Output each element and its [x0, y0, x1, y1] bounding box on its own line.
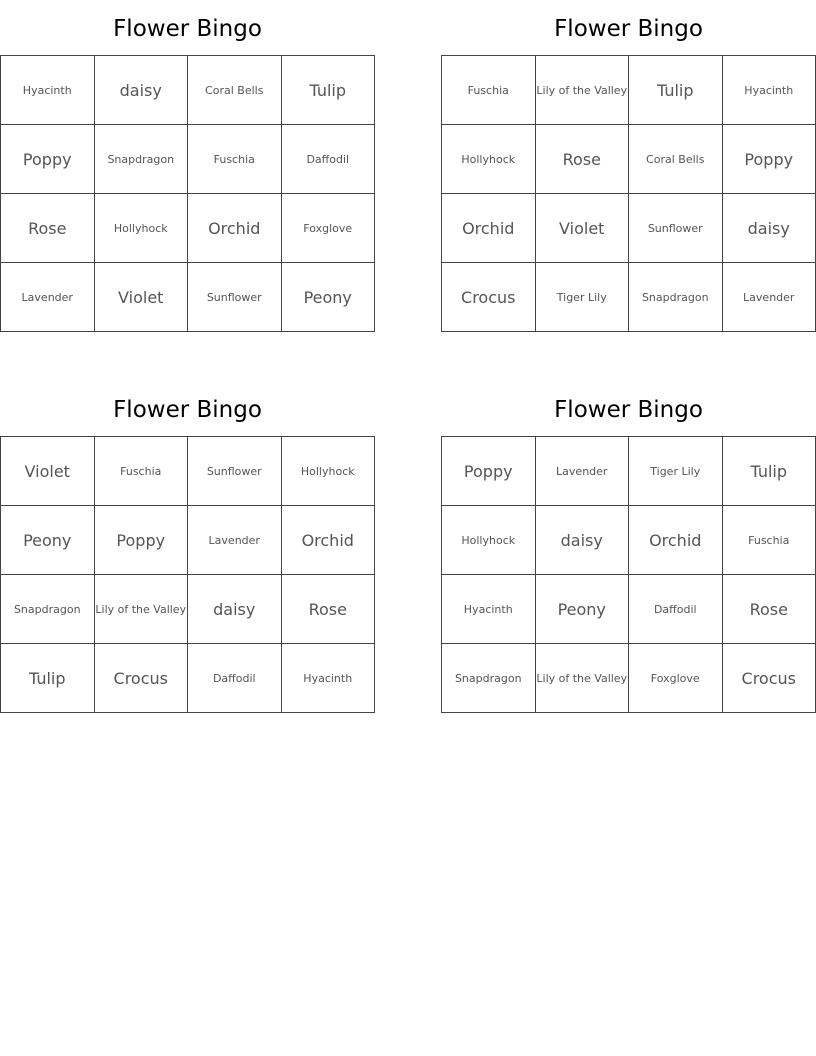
bingo-grid: [441, 436, 816, 713]
grid-cell: Fuschia: [188, 125, 282, 194]
grid-cell: Rose: [1, 194, 95, 263]
grid-cell: Orchid: [442, 194, 536, 263]
grid-row: [442, 125, 816, 194]
grid-cell: Hollyhock: [442, 125, 536, 194]
grid-cell: Lavender: [188, 506, 282, 575]
grid-cell: Lavender: [722, 263, 816, 332]
grid-row: [1, 194, 375, 263]
grid-cell: Orchid: [629, 506, 723, 575]
bingo-grid: [441, 55, 816, 332]
card-title: Flower Bingo: [554, 397, 703, 423]
card-title: Flower Bingo: [113, 397, 262, 423]
grid-cell: Tulip: [1, 644, 95, 713]
bingo-card-2: [441, 0, 816, 332]
grid-cell: Lily of the Valley: [535, 644, 629, 713]
grid-cell: Hollyhock: [94, 194, 188, 263]
grid-row: [442, 575, 816, 644]
grid-row: [442, 194, 816, 263]
grid-cell: Poppy: [1, 125, 95, 194]
grid-cell: Foxglove: [281, 194, 375, 263]
grid-cell: Hyacinth: [1, 56, 95, 125]
grid-cell: Lily of the Valley: [94, 575, 188, 644]
grid-row: [442, 644, 816, 713]
grid-row: [1, 125, 375, 194]
grid-cell: daisy: [94, 56, 188, 125]
grid-cell: Poppy: [722, 125, 816, 194]
grid-cell: Orchid: [281, 506, 375, 575]
grid-cell: Tulip: [629, 56, 723, 125]
grid-cell: Hyacinth: [722, 56, 816, 125]
grid-cell: Violet: [94, 263, 188, 332]
grid-cell: daisy: [535, 506, 629, 575]
bingo-grid: [0, 436, 375, 713]
grid-cell: daisy: [188, 575, 282, 644]
grid-cell: Daffodil: [188, 644, 282, 713]
grid-cell: Peony: [281, 263, 375, 332]
card-title: Flower Bingo: [113, 16, 262, 42]
grid-row: [1, 56, 375, 125]
grid-cell: Fuschia: [442, 56, 536, 125]
grid-cell: Hyacinth: [442, 575, 536, 644]
grid-cell: Poppy: [442, 437, 536, 506]
grid-cell: Rose: [281, 575, 375, 644]
card-title: Flower Bingo: [554, 16, 703, 42]
grid-cell: Poppy: [94, 506, 188, 575]
grid-row: [1, 437, 375, 506]
grid-cell: Tulip: [722, 437, 816, 506]
grid-cell: Foxglove: [629, 644, 723, 713]
grid-cell: Violet: [535, 194, 629, 263]
grid-row: [1, 644, 375, 713]
bingo-card-1: [0, 0, 375, 332]
bingo-grid: [0, 55, 375, 332]
grid-cell: Peony: [1, 506, 95, 575]
grid-cell: Crocus: [94, 644, 188, 713]
grid-row: [442, 506, 816, 575]
grid-cell: Sunflower: [629, 194, 723, 263]
grid-cell: Crocus: [722, 644, 816, 713]
grid-row: [442, 56, 816, 125]
grid-row: [1, 506, 375, 575]
grid-cell: Fuschia: [722, 506, 816, 575]
grid-cell: Crocus: [442, 263, 536, 332]
grid-cell: Violet: [1, 437, 95, 506]
grid-cell: Snapdragon: [442, 644, 536, 713]
grid-cell: Sunflower: [188, 437, 282, 506]
grid-cell: Peony: [535, 575, 629, 644]
grid-cell: Rose: [535, 125, 629, 194]
grid-cell: Orchid: [188, 194, 282, 263]
grid-cell: Lily of the Valley: [535, 56, 629, 125]
grid-cell: Coral Bells: [188, 56, 282, 125]
grid-row: [1, 575, 375, 644]
grid-cell: daisy: [722, 194, 816, 263]
grid-cell: Snapdragon: [94, 125, 188, 194]
grid-cell: Daffodil: [281, 125, 375, 194]
grid-cell: Fuschia: [94, 437, 188, 506]
grid-cell: Tiger Lily: [535, 263, 629, 332]
grid-cell: Snapdragon: [629, 263, 723, 332]
grid-cell: Tulip: [281, 56, 375, 125]
grid-cell: Tiger Lily: [629, 437, 723, 506]
grid-cell: Sunflower: [188, 263, 282, 332]
bingo-card-3: [0, 381, 375, 713]
grid-row: [442, 437, 816, 506]
grid-cell: Hyacinth: [281, 644, 375, 713]
grid-cell: Snapdragon: [1, 575, 95, 644]
grid-cell: Hollyhock: [442, 506, 536, 575]
grid-cell: Hollyhock: [281, 437, 375, 506]
grid-cell: Daffodil: [629, 575, 723, 644]
grid-cell: Lavender: [535, 437, 629, 506]
grid-row: [442, 263, 816, 332]
grid-cell: Rose: [722, 575, 816, 644]
grid-row: [1, 263, 375, 332]
grid-cell: Lavender: [1, 263, 95, 332]
bingo-card-4: [441, 381, 816, 713]
grid-cell: Coral Bells: [629, 125, 723, 194]
